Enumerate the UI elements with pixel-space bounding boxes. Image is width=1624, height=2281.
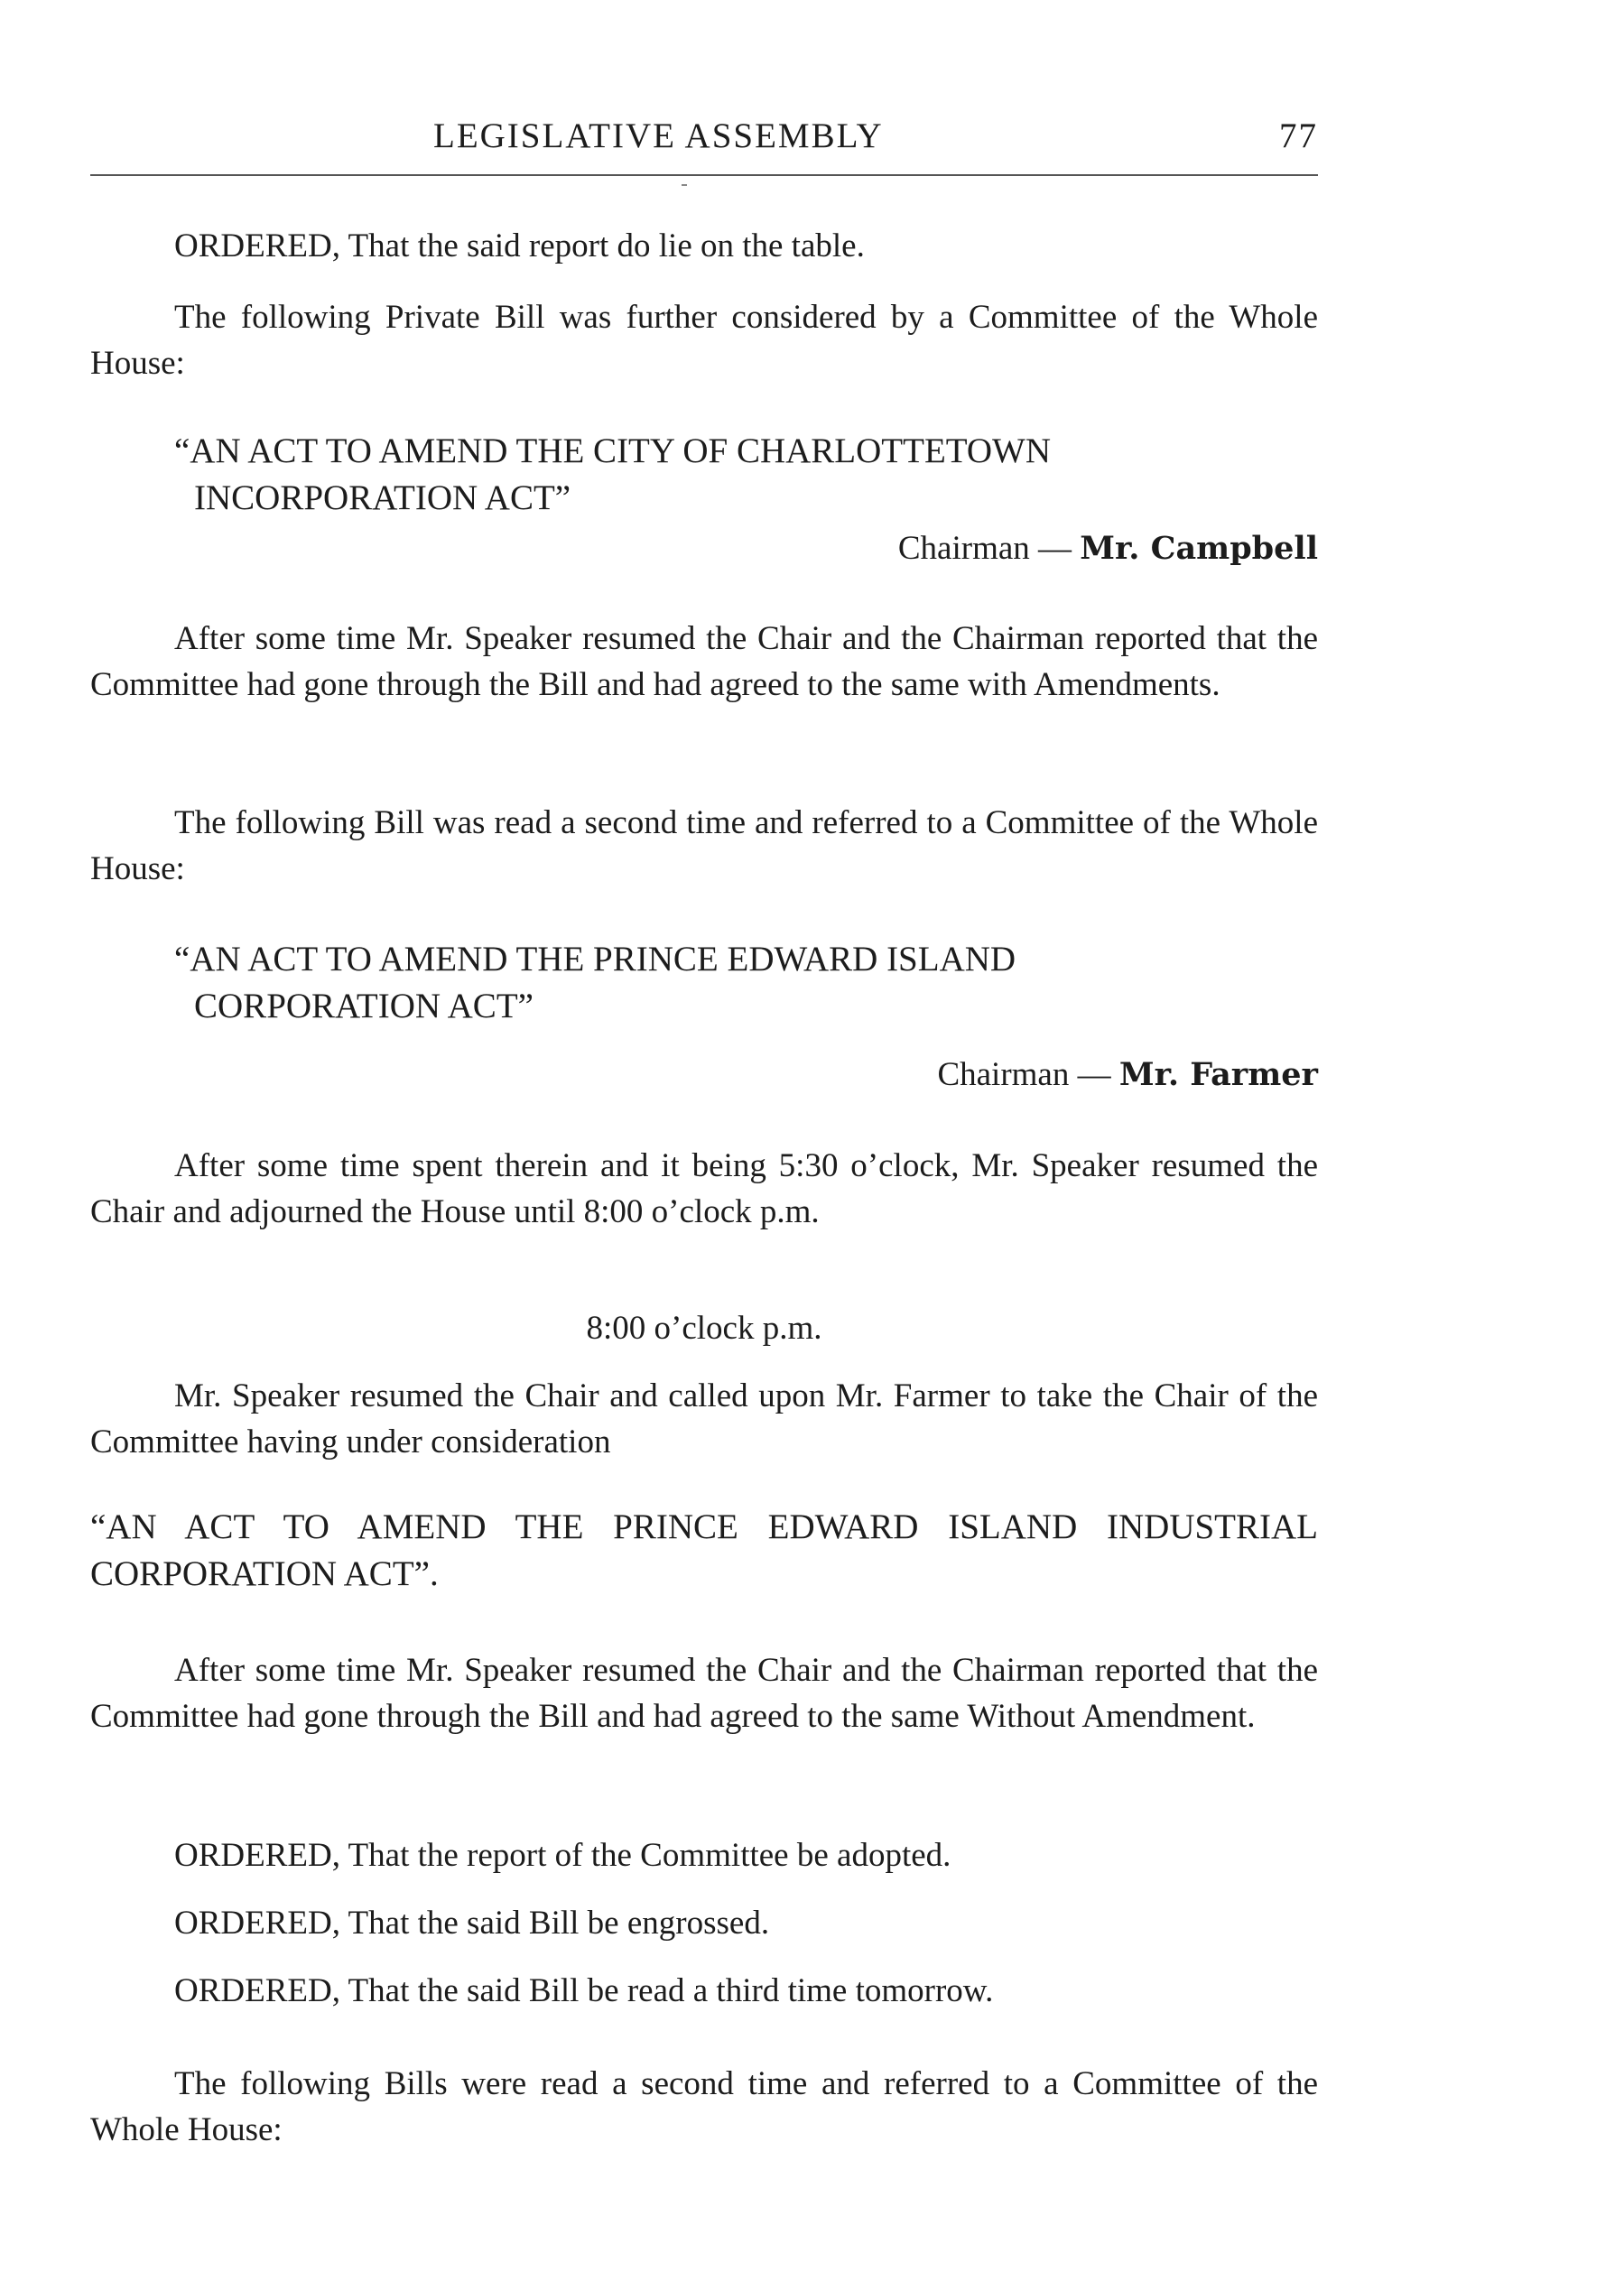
header-rule-mark bbox=[682, 184, 687, 186]
chairman-name: Mr. Farmer bbox=[1118, 1056, 1318, 1093]
document-page bbox=[90, 0, 1318, 2281]
act-title-industrial-corporation: “AN ACT TO AMEND THE PRINCE EDWARD ISLAND INDUSTRIAL CORPORATION ACT”. bbox=[90, 1507, 1318, 1593]
act-title-line: “AN ACT TO AMEND THE CITY OF CHARLOTTETOWN bbox=[174, 431, 1052, 470]
paragraph-bills-second-reading: The following Bills were read a second time and referred to a Committee of the Whole House: bbox=[90, 2065, 1318, 2148]
act-title-line: “AN ACT TO AMEND THE PRINCE EDWARD ISLAND bbox=[174, 940, 1016, 978]
paragraph-adjourned: After some time spent therein and it being 5:30 o’clock, Mr. Speaker resumed the Chair and adjourned the House until 8:00 o’clock p.m. bbox=[90, 1147, 1318, 1230]
paragraph-second-reading: The following Bill was read a second time and referred to a Committee of the Whole House: bbox=[90, 804, 1318, 887]
act-title-line: CORPORATION ACT” bbox=[194, 987, 534, 1025]
chairman-name: Mr. Campbell bbox=[1080, 530, 1318, 567]
chairman-label: Chairman — bbox=[937, 1056, 1111, 1093]
running-head bbox=[90, 116, 1318, 161]
running-head-title: LEGISLATIVE ASSEMBLY bbox=[433, 116, 884, 155]
paragraph-called-farmer: Mr. Speaker resumed the Chair and called upon Mr. Farmer to take the Chair of the Committee having under consideration bbox=[90, 1377, 1318, 1460]
header-rule bbox=[90, 174, 1318, 176]
ordered-third-reading: ORDERED, That the said Bill be read a third time tomorrow. bbox=[174, 1972, 994, 2009]
chairman-label: Chairman — bbox=[897, 530, 1072, 567]
page-number: 77 bbox=[1279, 116, 1318, 155]
ordered-report-adopted: ORDERED, That the report of the Committee be adopted. bbox=[174, 1837, 951, 1874]
act-title-charlottetown bbox=[174, 428, 1318, 522]
chairman-line-farmer bbox=[937, 1052, 1318, 1098]
chairman-line-campbell bbox=[898, 525, 1318, 571]
paragraph-without-amendment: After some time Mr. Speaker resumed the Chair and the Chairman reported that the Committee had gone through the Bill and had agreed to the same Without Amendment. bbox=[90, 1652, 1318, 1735]
act-title-pei-corporation bbox=[174, 936, 1318, 1030]
ordered-bill-engrossed: ORDERED, That the said Bill be engrossed. bbox=[174, 1905, 770, 1942]
paragraph-ordered-report: ORDERED, That the said report do lie on the table. bbox=[174, 227, 865, 264]
paragraph-speaker-resumed: After some time Mr. Speaker resumed the Chair and the Chairman reported that the Committee had gone through the Bill and had agreed to the same with Amendments. bbox=[90, 620, 1318, 703]
paragraph-private-bill: The following Private Bill was further considered by a Committee of the Whole House: bbox=[90, 299, 1318, 382]
time-heading: 8:00 o’clock p.m. bbox=[586, 1310, 822, 1347]
act-title-line: INCORPORATION ACT” bbox=[194, 478, 571, 517]
